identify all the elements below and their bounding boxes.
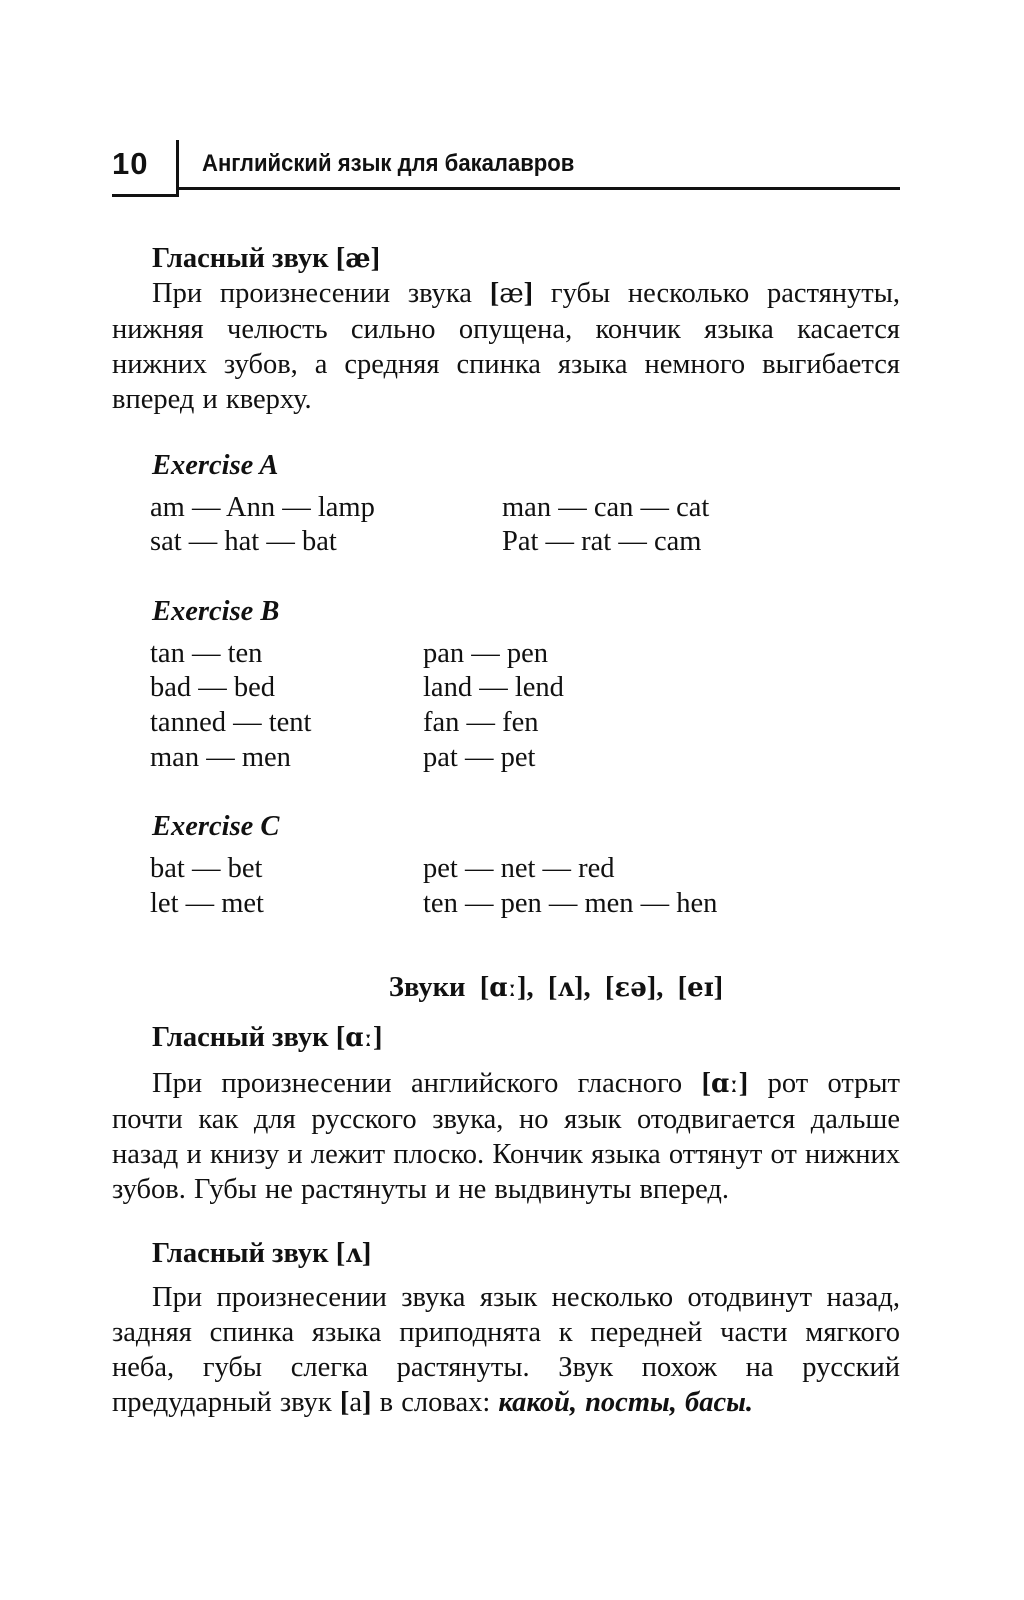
exercise-b-right-1: pan — pen <box>423 638 549 669</box>
ipa-symbol: ʌ <box>557 973 575 1003</box>
exercise-b-right-2: land — lend <box>423 672 564 703</box>
header-rule <box>176 187 900 190</box>
exercise-c-left-2: let — met <box>150 888 264 919</box>
running-head <box>112 140 900 200</box>
section-heading-caret: Гласный звук [ʌ] <box>152 1238 372 1269</box>
exercise-b-left-2: bad — bed <box>150 672 276 703</box>
ipa-symbol: æ <box>499 279 524 309</box>
exercise-a-right-2: Pat — rat — cam <box>502 526 702 557</box>
exercise-c-left-1: bat — bet <box>150 853 263 884</box>
exercise-b-left-1: tan — ten <box>150 638 263 669</box>
exercise-c-title: Exercise C <box>152 811 280 842</box>
ipa-symbol: ɑː <box>489 973 517 1003</box>
sounds-heading: Звуки [ɑː], [ʌ], [ɛə], [eɪ] <box>388 972 724 1003</box>
paragraph-ae: При произнесении звука [æ] губы несколько растянуты, нижняя челюсть сильно опущена, кончик языка касается нижних зубов, а средняя спинка языка немного выгибается вперед и кверху. <box>112 278 900 415</box>
exercise-b-left-3: tanned — tent <box>150 707 312 738</box>
exercise-a-left-2: sat — hat — bat <box>150 526 337 557</box>
ipa-symbol: а <box>349 1387 363 1418</box>
section-heading-ae: Гласный звук [æ] <box>152 243 381 274</box>
ipa-symbol: ɑː <box>710 1069 739 1099</box>
example-words: какой, посты, басы. <box>498 1387 754 1418</box>
exercise-b-left-4: man — men <box>150 742 291 773</box>
exercise-b-right-4: pat — pet <box>423 742 536 773</box>
section-heading-a-long: Гласный звук [ɑː] <box>152 1022 383 1053</box>
ipa-symbol: æ <box>345 244 371 274</box>
exercise-a-right-1: man — can — cat <box>502 492 710 523</box>
ipa-symbol: ɑː <box>345 1023 373 1053</box>
paragraph-a-long: При произнесении английского гласного [ɑː] рот отрыт почти как для русского звука, но язык отодвигается дальше назад и книзу и лежит плоско. Кончик языка оттянут от нижних зубов. Губы не растянуты и не выдвинуты вперед. <box>112 1068 900 1205</box>
running-title: Английский язык для бакалавров <box>202 150 575 177</box>
ipa-symbol: ʌ <box>345 1239 362 1269</box>
page-number-rule <box>112 194 176 197</box>
ipa-symbol: eɪ <box>687 973 714 1003</box>
exercise-b-right-3: fan — fen <box>423 707 539 738</box>
ipa-symbol: ɛə <box>614 973 647 1003</box>
exercise-c-right-2: ten — pen — men — hen <box>423 888 718 919</box>
paragraph-caret: При произнесении звука язык несколько отодвинут назад, задняя спинка языка приподнята к передней части мягкого неба, губы слегка растянуты. Звук похож на русский предударный звук [а] в словах: какой, посты, басы. <box>112 1282 900 1418</box>
exercise-b-title: Exercise B <box>152 596 280 627</box>
exercise-a-title: Exercise A <box>152 450 279 481</box>
exercise-c-right-1: pet — net — red <box>423 853 615 884</box>
page-number: 10 <box>112 146 149 181</box>
exercise-a-left-1: am — Ann — lamp <box>150 492 375 523</box>
